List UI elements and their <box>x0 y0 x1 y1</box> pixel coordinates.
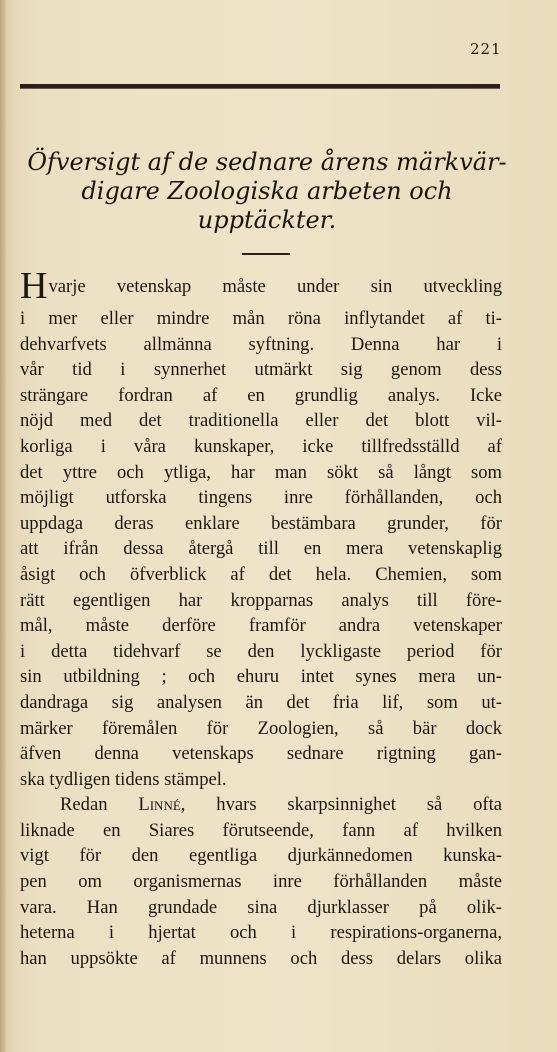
text-line: uppdaga deras enklare bestämbara grunder, för <box>20 512 502 534</box>
text-line: han uppsökte af munnens och dess delars olika <box>20 947 502 969</box>
text-line: rätt egentligen har kropparnas analys till före- <box>20 589 502 611</box>
paragraph-1-first-line <box>20 265 502 307</box>
page-number: 221 <box>470 40 502 58</box>
text-line: dandraga sig analysen än det fria lif, som ut- <box>20 691 502 713</box>
author-name-linne: Linné <box>138 794 181 816</box>
text-line: strängare fordran af en grundlig analys. Icke <box>20 384 502 406</box>
paragraph-2-first-line <box>20 792 502 818</box>
drop-cap: H <box>20 265 48 307</box>
text-line: sin utbildning ; och ehuru intet synes mera un- <box>20 666 502 688</box>
header-rule <box>20 84 500 89</box>
text-line: märker föremålen för Zoologien, så bär dock <box>20 717 502 739</box>
heading-line-2: digare Zoologiska arbeten och <box>81 177 453 205</box>
text-line: åsigt och öfverblick af det hela. Chemien, som <box>20 563 502 585</box>
text-line: pen om organismernas inre förhållanden måste <box>20 871 502 893</box>
text-fragment: Redan <box>60 794 139 816</box>
body-text <box>20 265 502 971</box>
text-line: dehvarfvets allmänna syftning. Denna har i <box>20 333 502 355</box>
text-line: vår tid i synnerhet utmärkt sig genom dess <box>20 359 502 381</box>
text-line: möjligt utforska tingens inre förhållanden, och <box>20 487 502 509</box>
text-line: att ifrån dessa återgå till en mera vetenskaplig <box>20 538 502 560</box>
section-heading <box>22 148 512 235</box>
text-line: liknade en Siares förutseende, fann af hvilken <box>20 819 502 841</box>
text-line: äfven denna vetenskaps sednare rigtning gan- <box>20 743 502 765</box>
text-fragment: , hvars skarpsinnighet så ofta <box>180 794 502 816</box>
text-line-paragraph-end: ska tydligen tidens stämpel. <box>20 768 227 790</box>
text-line: nöjd med det traditionella eller det blott vil- <box>20 410 502 432</box>
text-line: vigt för den egentliga djurkännedomen kunska- <box>20 845 502 867</box>
text-line: i mer eller mindre mån röna inflytandet af ti- <box>20 308 502 329</box>
text-line: i detta tidehvarf se den lyckligaste period för <box>20 640 502 662</box>
page-binding-edge <box>0 0 6 1052</box>
heading-separator-rule <box>242 253 290 255</box>
first-line-text: varje vetenskap måste under sin utveckling <box>48 276 502 297</box>
heading-line-3: upptäckter. <box>197 206 337 234</box>
text-line: korliga i våra kunskaper, icke tillfredsställd af <box>20 435 502 457</box>
text-line: det yttre och ytliga, har man sökt så långt som <box>20 461 502 483</box>
heading-line-1: Öfversigt af de sednare årens märkvär- <box>27 148 507 176</box>
text-line: vara. Han grundade sina djurklasser på olik- <box>20 896 502 918</box>
text-line: heterna i hjertat och i respirations-organerna, <box>20 922 502 944</box>
text-line: mål, måste derföre framför andra vetenskaper <box>20 615 502 637</box>
